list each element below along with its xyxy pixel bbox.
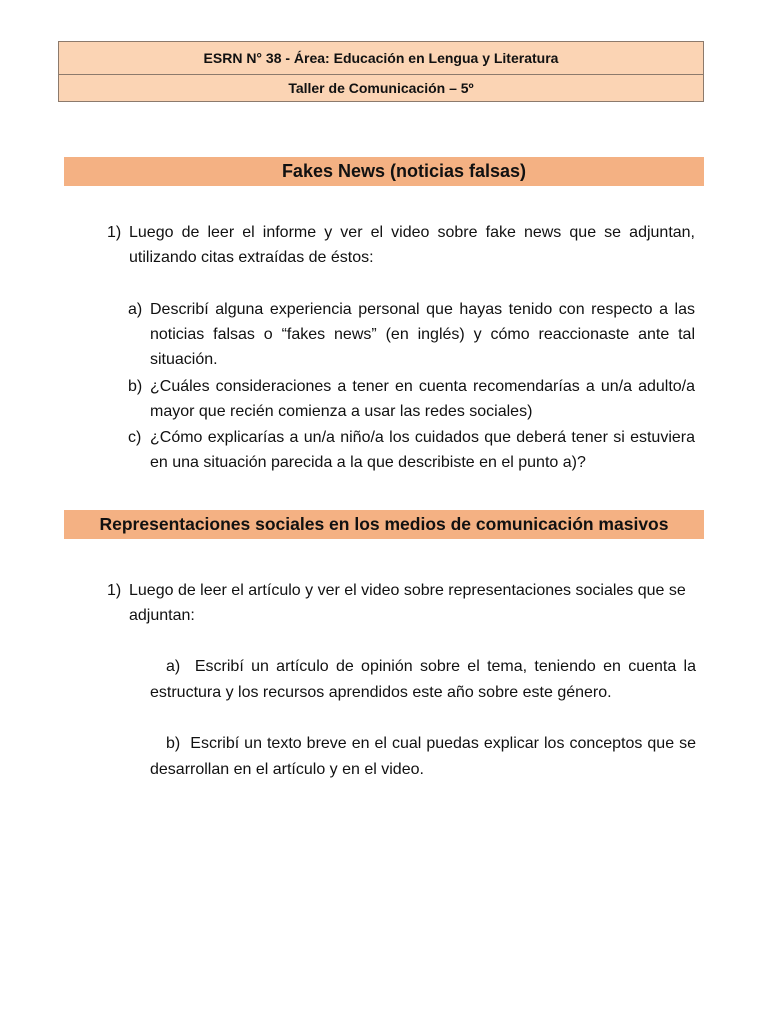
item-letter: b) [128, 378, 143, 395]
header-school-area: ESRN N° 38 - Área: Educación en Lengua y Literatura [59, 42, 704, 75]
item-text: Escribí un artículo de opinión sobre el tema, teniendo en cuenta la estructura y los recursos aprendidos este año sobre este género. [150, 658, 696, 701]
list-item-a [128, 297, 695, 372]
item-letter: a) [166, 658, 181, 675]
item-text: Escribí un texto breve en el cual puedas explicar los conceptos que se desarrollan en el artículo y en el video. [150, 735, 697, 778]
item-text: Describí alguna experiencia personal que hayas tenido con respecto a las noticias falsas o “fakes news” (en inglés) y cómo reaccionaste ante tal situación. [150, 301, 695, 368]
question-text: Luego de leer el informe y ver el video sobre fake news que se adjuntan, utilizando citas extraídas de éstos: [129, 224, 695, 266]
list-item-c [128, 425, 695, 475]
question-1-social-representations [107, 578, 695, 628]
header-row-school [59, 42, 704, 75]
item-text: ¿Cómo explicarías a un/a niño/a los cuidados que deberá tener si estuviera en una situación parecida a la que describiste en el punto a)? [150, 429, 695, 471]
header-table [58, 41, 704, 102]
header-row-workshop [59, 75, 704, 102]
item-letter: a) [128, 301, 143, 318]
header-workshop-title: Taller de Comunicación – 5º [59, 75, 704, 102]
list-item-b [150, 731, 696, 783]
item-letter: c) [128, 429, 142, 446]
item-letter: b) [166, 735, 181, 752]
item-text: ¿Cuáles consideraciones a tener en cuenta recomendarías a un/a adulto/a mayor que recién comienza a usar las redes sociales) [150, 378, 695, 420]
question-text: Luego de leer el artículo y ver el video sobre representaciones sociales que se adjuntan: [129, 582, 686, 624]
list-item-a [150, 654, 696, 706]
section-title-social-representations: Representaciones sociales en los medios de comunicación masivos [64, 510, 704, 539]
section-title-fake-news: Fakes News (noticias falsas) [64, 157, 704, 186]
list-item-b [128, 374, 695, 424]
question-number: 1) [107, 582, 122, 599]
question-number: 1) [107, 224, 122, 241]
question-1-fake-news [107, 220, 695, 270]
